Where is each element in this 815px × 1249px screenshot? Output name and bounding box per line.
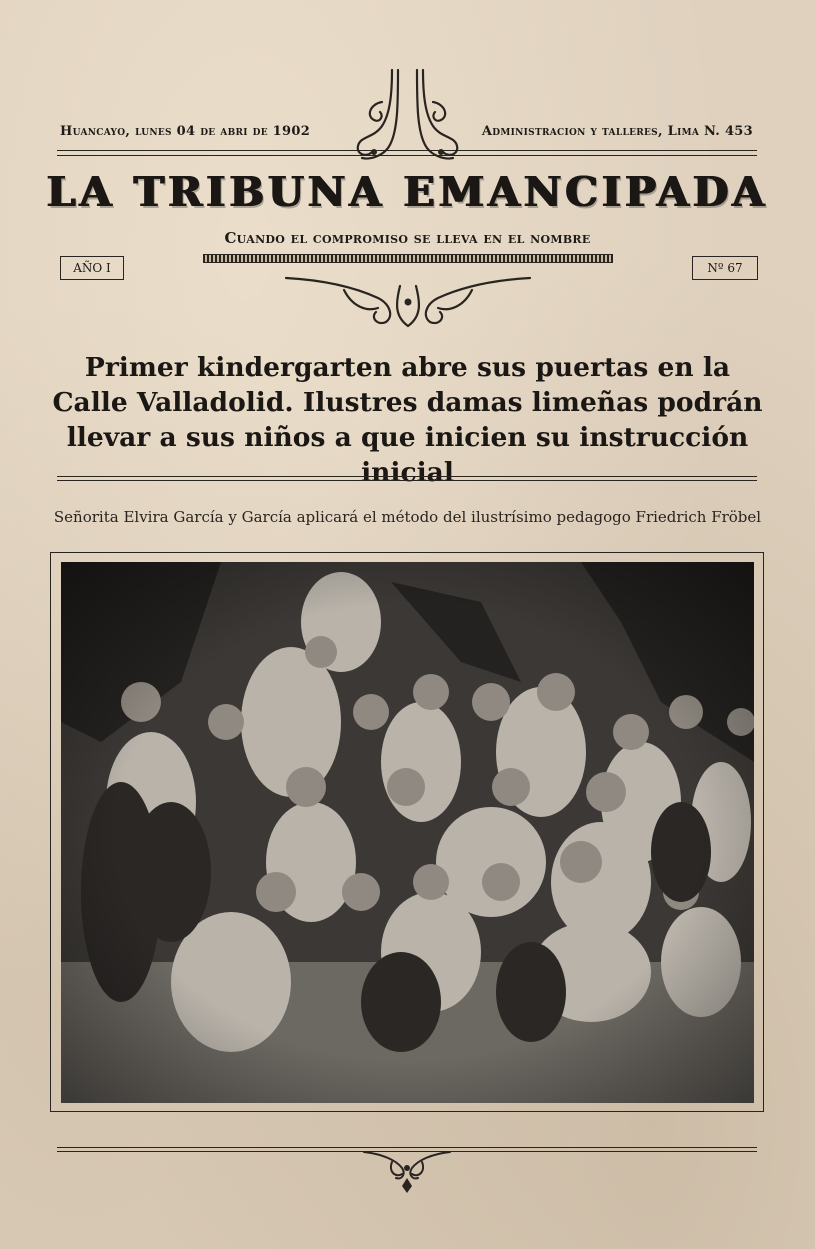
masthead-title: LA TRIBUNA EMANCIPADA — [46, 168, 769, 216]
divider — [57, 476, 757, 477]
headline: Primer kindergarten abre sus puertas en la Calle Valladolid. Ilustres damas limeñas podrán llevar a sus niños a que inicien su instrucción inicial — [52, 352, 763, 488]
dateline: Huancayo, lunes 04 de abri de 1902 — [60, 124, 311, 139]
ornament-flourish-icon — [282, 272, 534, 330]
ornament-top-icon — [340, 64, 475, 162]
admin-address: Administracion y talleres, Lima N. 453 — [481, 124, 753, 139]
kindergarten-photo — [61, 562, 754, 1103]
subheadline: Señorita Elvira García y García aplicará el método del ilustrísimo pedagogo Friedrich Fröbel — [53, 508, 762, 526]
issue-number-box: Nº 67 — [692, 256, 758, 280]
divider — [57, 480, 757, 481]
motto-underline — [203, 254, 613, 263]
motto: Cuando el compromiso se lleva en el nombre — [224, 229, 591, 247]
ornament-bottom-icon — [362, 1148, 452, 1194]
divider — [57, 150, 757, 151]
divider — [57, 155, 757, 156]
year-box: AÑO I — [60, 256, 124, 280]
